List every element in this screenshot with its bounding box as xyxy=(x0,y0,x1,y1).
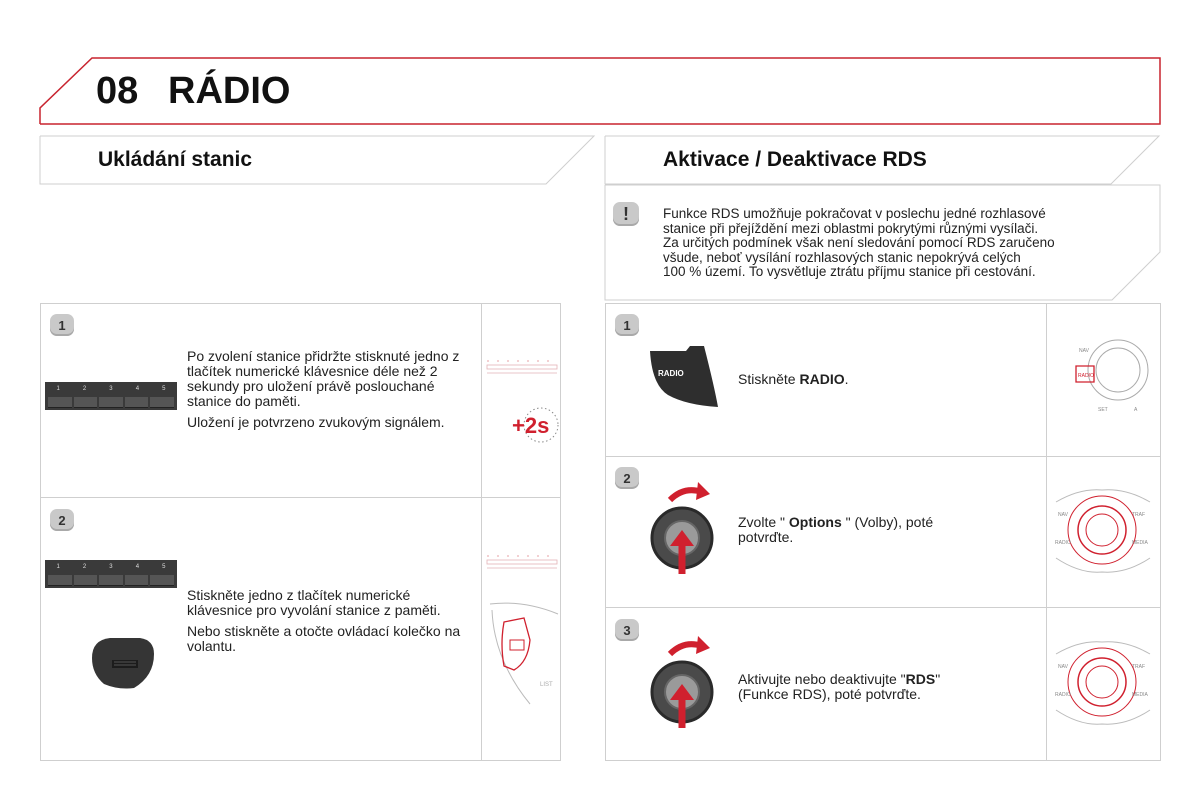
panel-label: RADIO xyxy=(1078,373,1094,379)
panel-label: MEDIA xyxy=(1132,692,1148,698)
step-badge: 2 xyxy=(50,509,74,531)
hold-timer-icon xyxy=(509,405,565,445)
panel-label: RADIO xyxy=(1055,692,1071,698)
panel-label: RADIO xyxy=(1055,540,1071,546)
preset-keypad xyxy=(45,560,177,588)
left-section-title: Ukládání stanic xyxy=(98,148,253,171)
warning-icon: ! xyxy=(613,202,639,226)
hold-badge-text: +2s xyxy=(512,413,550,438)
paragraph: Uložení je potvrzeno zvukovým signálem. xyxy=(187,414,445,430)
radio-button-label: RADIO xyxy=(658,369,684,378)
preset-4-label: 4 xyxy=(135,564,140,570)
note-line: Funkce RDS umožňuje pokračovat v poslechu jedné rozhlasové xyxy=(663,206,1046,221)
preset-5-label: 5 xyxy=(162,564,166,570)
note-line: všude, neboť vysílání rozhlasových stanic nepokrývá celých xyxy=(663,249,1021,265)
preset-1-label: 1 xyxy=(56,386,60,392)
preset-1-label: 1 xyxy=(56,564,60,570)
step-badge: 1 xyxy=(50,314,74,336)
note-line: stanice při přejíždění mezi oblastmi pokrytými různými vysílači. xyxy=(663,220,1039,236)
step-badge: 2 xyxy=(615,467,639,489)
panel-label: NAV xyxy=(1079,348,1089,354)
panel-label: NAV xyxy=(1058,664,1068,670)
right-step-3-text: Aktivujte nebo deaktivujte "RDS" (Funkce RDS), poté potvrďte. xyxy=(738,671,941,702)
paragraph: Po zvolení stanice přidržte stisknuté jedno z tlačítek numerické klávesnice déle než 2 sekundy pro uložení právě poslouchané stanice do paměti. xyxy=(187,348,460,409)
control-panel-radio-illustration xyxy=(1050,326,1156,416)
note-line: 100 % území. To vysvětluje ztrátu příjmu stanice při cestování. xyxy=(663,264,1036,279)
preset-3-label: 3 xyxy=(109,386,113,392)
preset-3-label: 3 xyxy=(109,564,113,570)
preset-strip-icon xyxy=(485,550,559,575)
chapter-number: 08 xyxy=(96,70,139,112)
rotary-knob-icon[interactable] xyxy=(644,632,724,736)
step-badge: 1 xyxy=(615,314,639,336)
rds-note-text xyxy=(663,207,1153,280)
steering-wheel-button-icon xyxy=(88,632,158,692)
control-panel-rds-illustration xyxy=(1050,636,1156,728)
paragraph: Nebo stiskněte a otočte ovládací kolečko na volantu. xyxy=(187,623,461,654)
left-step-1-text xyxy=(187,349,467,436)
preset-keypad xyxy=(45,382,177,410)
left-step-1-illustration-panel xyxy=(481,303,561,498)
chapter-title: RÁDIO xyxy=(168,70,291,112)
preset-4-label: 4 xyxy=(135,386,140,392)
preset-5-label: 5 xyxy=(162,386,166,392)
step-badge: 3 xyxy=(615,619,639,641)
preset-strip-icon xyxy=(485,355,559,380)
preset-2-label: 2 xyxy=(82,386,87,392)
steering-wheel-illustration xyxy=(484,600,560,710)
paragraph: Stiskněte jedno z tlačítek numerické klávesnice pro vyvolání stanice z paměti. xyxy=(187,587,441,618)
panel-label: MEDIA xyxy=(1132,540,1148,546)
panel-label: A xyxy=(1134,407,1138,413)
panel-label: TRAF xyxy=(1132,512,1146,518)
right-step-1-text: Stiskněte RADIO. xyxy=(738,371,849,387)
right-section-title: Aktivace / Deaktivace RDS xyxy=(663,148,927,171)
note-line: Za určitých podmínek však není sledování pomocí RDS zaručeno xyxy=(663,235,1055,250)
right-step-2-text: Zvolte " Options " (Volby), poté potvrďte. xyxy=(738,514,934,545)
rotary-knob-icon[interactable] xyxy=(644,478,724,582)
control-panel-options-illustration xyxy=(1050,484,1156,576)
radio-button-icon[interactable] xyxy=(646,345,722,411)
preset-2-label: 2 xyxy=(82,564,87,570)
panel-label: SET xyxy=(1098,407,1108,413)
panel-label: NAV xyxy=(1058,512,1068,518)
left-step-2-text xyxy=(187,588,467,660)
list-label: LIST xyxy=(540,682,553,688)
panel-label: TRAF xyxy=(1132,664,1146,670)
